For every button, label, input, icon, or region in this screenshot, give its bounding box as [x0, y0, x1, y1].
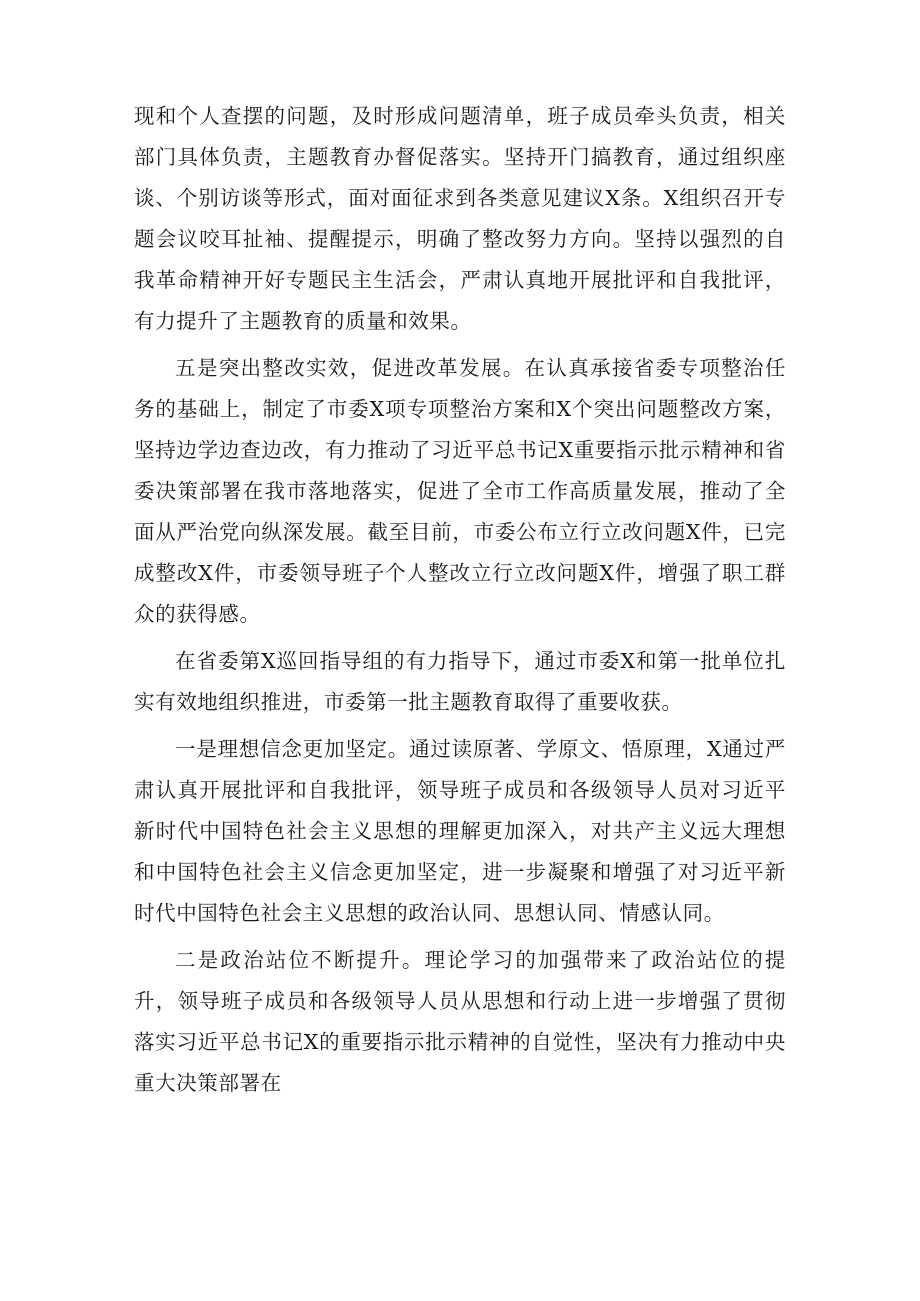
- paragraph-ideals: 一是理想信念更加坚定。通过读原著、学原文、悟原理，X通过严肃认真开展批评和自我批评，领导班子成员和各级领导人员对习近平新时代中国特色社会主义思想的理解更加深入，对共产主义远大理想和中国特色社会主义信念更加坚定，进一步凝聚和增强了对习近平新时代中国特色社会主义思想的政治认同、思想认同、情感认同。: [134, 737, 786, 925]
- paragraph-rectification: 五是突出整改实效，促进改革发展。在认真承接省委专项整治任务的基础上，制定了市委X项专项整治方案和X个突出问题整改方案，坚持边学边查边改，有力推动了习近平总书记X重要指示批示精神和省委决策部署在我市落地落实，促进了全市工作高质量发展，推动了全面从严治党向纵深发展。截至目前，市委公布立行立改问题X件，已完成整改X件，市委领导班子个人整改立行立改问题X件，增强了职工群众的获得感。: [134, 356, 786, 626]
- paragraph-political-stance: 二是政治站位不断提升。理论学习的加强带来了政治站位的提升，领导班子成员和各级领导人员从思想和行动上进一步增强了贯彻落实习近平总书记X的重要指示批示精神的自觉性，坚决有力推动中央重大决策部署在: [134, 948, 786, 1095]
- paragraph-guidance: 在省委第X巡回指导组的有力指导下，通过市委X和第一批单位扎实有效地组织推进，市委第一批主题教育取得了重要收获。: [134, 649, 786, 714]
- paragraph-continued: 现和个人查摆的问题，及时形成问题清单，班子成员牵头负责，相关部门具体负责，主题教育办督促落实。坚持开门搞教育，通过组织座谈、个别访谈等形式，面对面征求到各类意见建议X条。X组织召开专题会议咬耳扯袖、提醒提示，明确了整改努力方向。坚持以强烈的自我革命精神开好专题民主生活会，严肃认真地开展批评和自我批评，有力提升了主题教育的质量和效果。: [134, 104, 786, 333]
